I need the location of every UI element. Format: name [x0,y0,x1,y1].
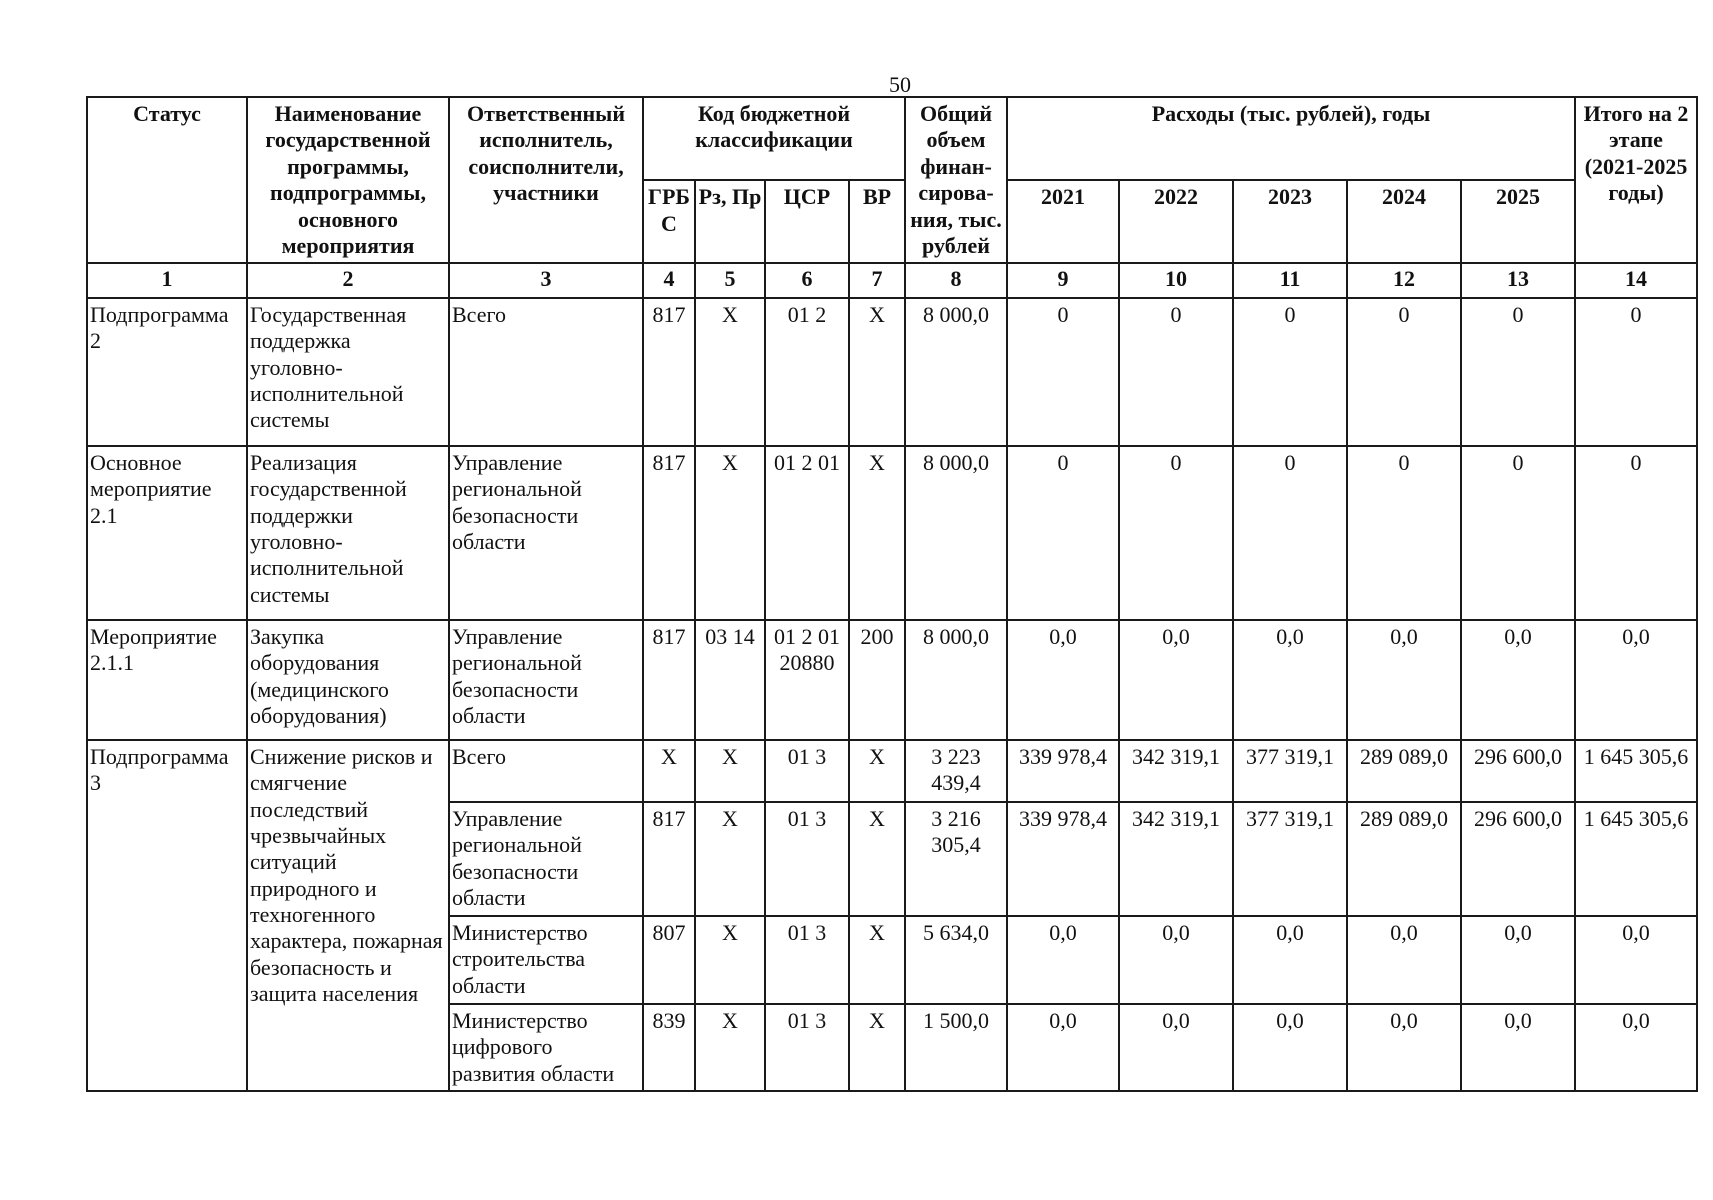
cell-rzpr: Х [695,916,765,1004]
cell-status: Мероприятие 2.1.1 [87,620,247,740]
cell-stage-total: 1 645 305,6 [1575,740,1697,802]
column-number: 8 [905,263,1007,297]
cell-executor: Всего [449,298,643,446]
cell-grbs: 817 [643,446,695,620]
cell-stage-total: 0,0 [1575,620,1697,740]
header-year-2024: 2024 [1347,180,1461,263]
cell-grbs: 807 [643,916,695,1004]
header-row-1 [87,97,1697,180]
cell-y2022: 0,0 [1119,916,1233,1004]
cell-y2025: 296 600,0 [1461,740,1575,802]
header-budget-code: Код бюджетной классификации [643,97,905,180]
cell-y2023: 0 [1233,446,1347,620]
cell-y2022: 342 319,1 [1119,802,1233,916]
cell-y2021: 0 [1007,298,1119,446]
cell-y2025: 296 600,0 [1461,802,1575,916]
column-number: 5 [695,263,765,297]
column-number-row [87,263,1697,297]
header-year-2022: 2022 [1119,180,1233,263]
cell-y2024: 0 [1347,298,1461,446]
cell-grbs: Х [643,740,695,802]
cell-csr: 01 2 01 [765,446,849,620]
cell-csr: 01 3 [765,802,849,916]
cell-grbs: 817 [643,620,695,740]
cell-name: Реализация государственной поддержки уголовно-исполнительной системы [247,446,449,620]
cell-y2021: 0 [1007,446,1119,620]
cell-grbs: 817 [643,298,695,446]
column-number: 7 [849,263,905,297]
cell-name: Закупка оборудования (медицинского оборудования) [247,620,449,740]
column-number: 14 [1575,263,1697,297]
header-stage-total: Итого на 2 этапе (2021-2025 годы) [1575,97,1697,263]
header-expenses: Расходы (тыс. рублей), годы [1007,97,1575,180]
budget-table [86,96,1698,1092]
cell-y2023: 0,0 [1233,1004,1347,1091]
table-row [87,740,1697,802]
cell-vr: Х [849,446,905,620]
cell-stage-total: 1 645 305,6 [1575,802,1697,916]
cell-y2025: 0 [1461,298,1575,446]
cell-y2021: 0,0 [1007,916,1119,1004]
cell-stage-total: 0,0 [1575,916,1697,1004]
header-grbs: ГРБС [643,180,695,263]
cell-stage-total: 0 [1575,298,1697,446]
header-executor: Ответственный исполнитель, соисполнители, участники [449,97,643,263]
cell-vr: Х [849,298,905,446]
cell-y2025: 0,0 [1461,620,1575,740]
cell-y2021: 339 978,4 [1007,740,1119,802]
cell-csr: 01 2 01 20880 [765,620,849,740]
header-year-2021: 2021 [1007,180,1119,263]
cell-total: 3 223 439,4 [905,740,1007,802]
column-number: 12 [1347,263,1461,297]
cell-total: 5 634,0 [905,916,1007,1004]
cell-name: Снижение рисков и смягчение последствий чрезвычайных ситуаций природного и техногенного характера, пожарная безопасность и защита населения [247,740,449,1091]
cell-csr: 01 2 [765,298,849,446]
cell-executor: Управление региональной безопасности области [449,802,643,916]
cell-y2021: 0,0 [1007,620,1119,740]
cell-y2025: 0,0 [1461,1004,1575,1091]
cell-y2021: 0,0 [1007,1004,1119,1091]
cell-y2023: 0 [1233,298,1347,446]
header-vr: ВР [849,180,905,263]
cell-total: 1 500,0 [905,1004,1007,1091]
header-year-2025: 2025 [1461,180,1575,263]
column-number: 6 [765,263,849,297]
cell-csr: 01 3 [765,916,849,1004]
cell-rzpr: 03 14 [695,620,765,740]
cell-y2021: 339 978,4 [1007,802,1119,916]
cell-y2022: 0 [1119,298,1233,446]
cell-vr: Х [849,1004,905,1091]
cell-y2023: 377 319,1 [1233,740,1347,802]
cell-total: 3 216 305,4 [905,802,1007,916]
cell-y2022: 0,0 [1119,620,1233,740]
cell-executor: Министерство строительства области [449,916,643,1004]
cell-y2024: 0 [1347,446,1461,620]
cell-rzpr: Х [695,740,765,802]
cell-status: Основное мероприятие 2.1 [87,446,247,620]
cell-status: Подпрограмма 3 [87,740,247,1091]
cell-y2023: 0,0 [1233,916,1347,1004]
table-row [87,620,1697,740]
cell-executor: Управление региональной безопасности области [449,620,643,740]
table-row [87,298,1697,446]
column-number: 9 [1007,263,1119,297]
cell-executor: Всего [449,740,643,802]
header-total: Общий объем финан-сирова-ния, тыс. рублей [905,97,1007,263]
cell-executor: Министерство цифрового развития области [449,1004,643,1091]
cell-vr: Х [849,916,905,1004]
column-number: 1 [87,263,247,297]
cell-executor: Управление региональной безопасности области [449,446,643,620]
cell-stage-total: 0 [1575,446,1697,620]
page-number: 50 [889,72,911,97]
cell-y2023: 0,0 [1233,620,1347,740]
header-status: Статус [87,97,247,263]
cell-y2024: 0,0 [1347,1004,1461,1091]
column-number: 10 [1119,263,1233,297]
cell-rzpr: Х [695,446,765,620]
header-rzpr: Рз, Пр [695,180,765,263]
cell-total: 8 000,0 [905,446,1007,620]
cell-vr: 200 [849,620,905,740]
cell-vr: Х [849,740,905,802]
column-number: 2 [247,263,449,297]
header-year-2023: 2023 [1233,180,1347,263]
cell-grbs: 817 [643,802,695,916]
cell-y2024: 0,0 [1347,620,1461,740]
header-name: Наименование государственной программы, подпрограммы, основного мероприятия [247,97,449,263]
cell-csr: 01 3 [765,740,849,802]
column-number: 11 [1233,263,1347,297]
cell-y2025: 0,0 [1461,916,1575,1004]
cell-y2024: 0,0 [1347,916,1461,1004]
cell-y2022: 0 [1119,446,1233,620]
cell-vr: Х [849,802,905,916]
cell-name: Государственная поддержка уголовно-исполнительной системы [247,298,449,446]
header-csr: ЦСР [765,180,849,263]
cell-stage-total: 0,0 [1575,1004,1697,1091]
cell-rzpr: Х [695,802,765,916]
column-number: 13 [1461,263,1575,297]
cell-y2025: 0 [1461,446,1575,620]
cell-rzpr: Х [695,1004,765,1091]
cell-total: 8 000,0 [905,298,1007,446]
column-number: 3 [449,263,643,297]
cell-y2024: 289 089,0 [1347,740,1461,802]
cell-y2023: 377 319,1 [1233,802,1347,916]
cell-y2024: 289 089,0 [1347,802,1461,916]
cell-csr: 01 3 [765,1004,849,1091]
cell-y2022: 0,0 [1119,1004,1233,1091]
column-number: 4 [643,263,695,297]
cell-rzpr: Х [695,298,765,446]
cell-y2022: 342 319,1 [1119,740,1233,802]
table-row [87,446,1697,620]
cell-grbs: 839 [643,1004,695,1091]
cell-total: 8 000,0 [905,620,1007,740]
cell-status: Подпрограмма 2 [87,298,247,446]
